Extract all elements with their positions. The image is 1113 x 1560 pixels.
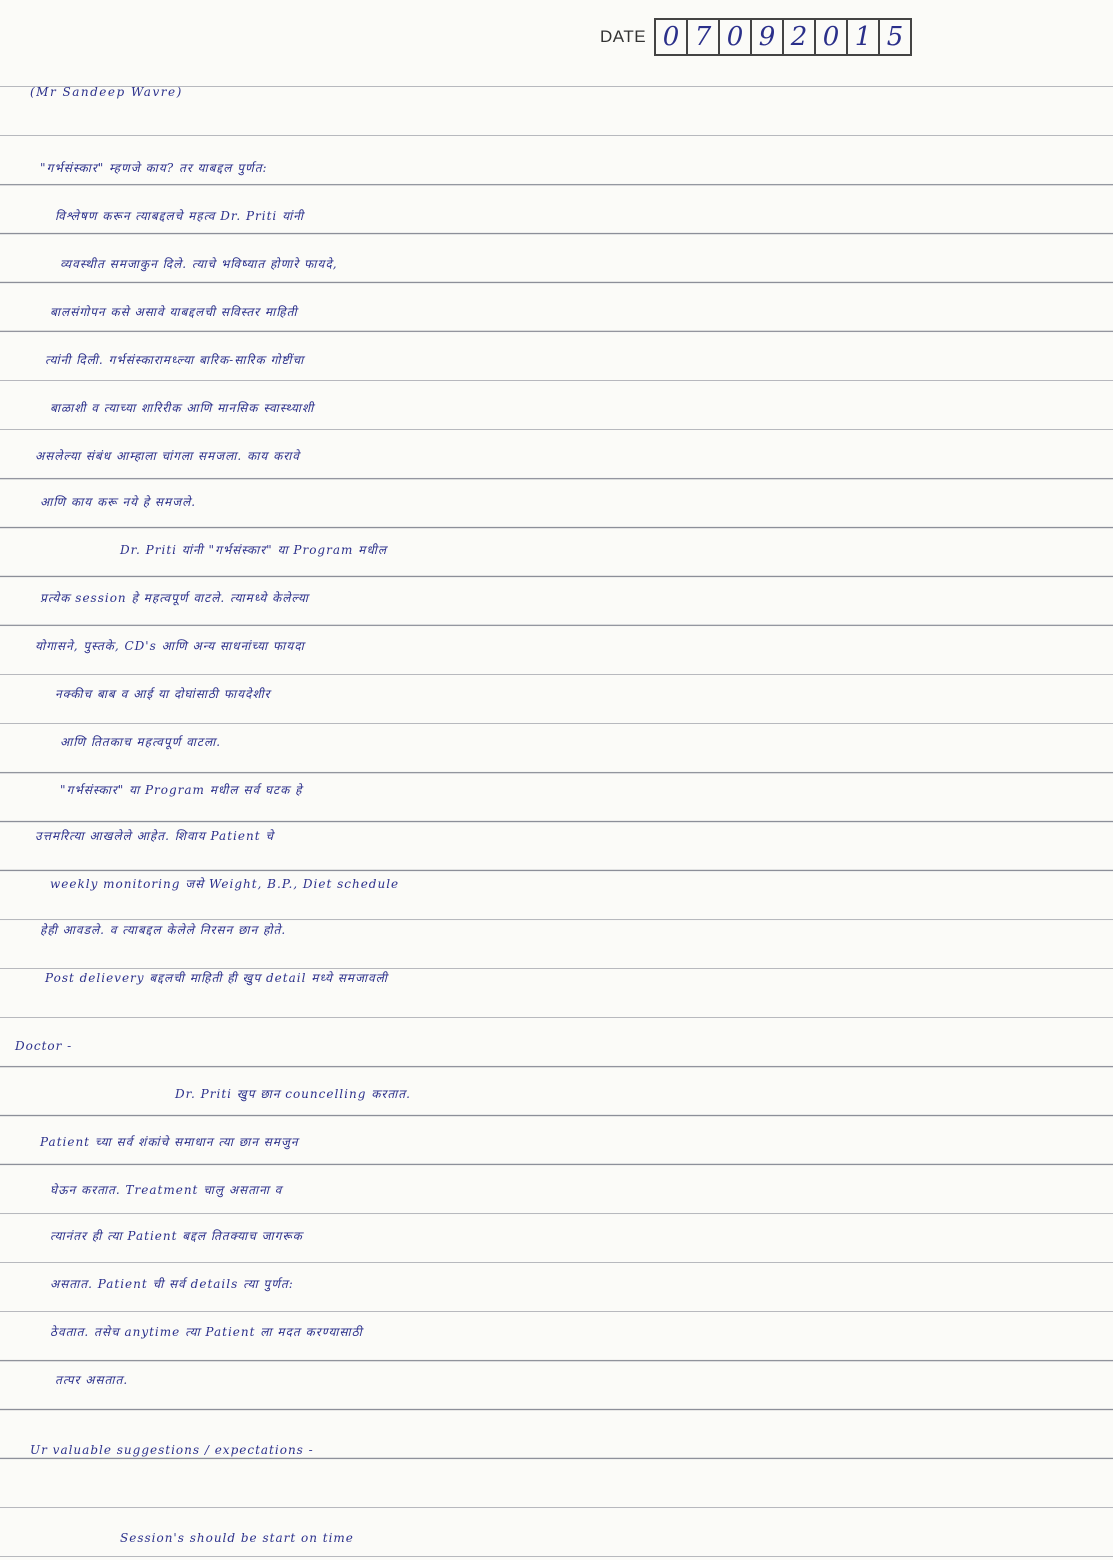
text-line: Patient च्या सर्व शंकांचे समाधान त्या छान समजुन <box>40 1135 299 1149</box>
text-line: त्यांनी दिली. गर्भसंस्कारामध्ल्या बारिक-सारिक गोष्टींचा <box>45 353 305 367</box>
text-line: बाळाशी व त्याच्या शारिरीक आणि मानसिक स्वास्थ्याशी <box>50 401 315 415</box>
text-line: नक्कीच बाब व आई या दोघांसाठी फायदेशीर <box>55 687 271 701</box>
author-name: (Mr Sandeep Wavre) <box>30 85 183 99</box>
text-line: ठेवतात. तसेच anytime त्या Patient ला मदत करण्यासाठी <box>50 1325 363 1339</box>
text-line: प्रत्येक session हे महत्वपूर्ण वाटले. त्यामध्ये केलेल्या <box>40 591 309 605</box>
date-digit: 2 <box>784 20 816 54</box>
text-line: "गर्भसंस्कार" म्हणजे काय? तर याबद्दल पुर्णत: <box>40 161 268 175</box>
date-label: DATE <box>600 27 647 46</box>
text-line: हेही आवडले. व त्याबद्दल केलेले निरसन छान होते. <box>40 923 287 937</box>
text-line: तत्पर असतात. <box>55 1373 129 1387</box>
text-line: उत्तमरित्या आखलेले आहेत. शिवाय Patient चे <box>35 829 274 843</box>
text-line: घेऊन करतात. Treatment चालु असताना व <box>50 1183 283 1197</box>
date-digit: 7 <box>688 20 720 54</box>
date-boxes <box>654 18 912 56</box>
text-line: असतात. Patient ची सर्व details त्या पुर्णत: <box>50 1277 294 1291</box>
date-digit: 0 <box>656 20 688 54</box>
section-heading: Doctor - <box>15 1039 73 1053</box>
text-line: बालसंगोपन कसे असावे याबद्दलची सविस्तर माहिती <box>50 305 298 319</box>
text-line: Dr. Priti खुप छान councelling करतात. <box>175 1087 411 1101</box>
date-digit: 5 <box>886 22 904 52</box>
date-digit: 0 <box>816 20 848 54</box>
text-line: weekly monitoring जसे Weight, B.P., Diet schedule <box>50 877 400 891</box>
text-line: आणि काय करू नये हे समजले. <box>40 495 197 509</box>
date-digit: 9 <box>752 20 784 54</box>
text-line: "गर्भसंस्कार" या Program मधील सर्व घटक हे <box>60 783 303 797</box>
section-heading: Ur valuable suggestions / expectations - <box>30 1443 314 1457</box>
text-line: आणि तितकाच महत्वपूर्ण वाटला. <box>60 735 222 749</box>
text-line: Session's should be start on time <box>120 1531 354 1545</box>
text-line: Post delievery बद्दलची माहिती ही खुप detail मध्ये समजावली <box>45 971 388 985</box>
date-digit: 1 <box>848 20 880 54</box>
date-digit: 0 <box>720 20 752 54</box>
text-line: त्यानंतर ही त्या Patient बद्दल तितक्याच जागरूक <box>50 1229 303 1243</box>
date-field <box>600 18 912 56</box>
text-line: Dr. Priti यांनी "गर्भसंस्कार" या Program मधील <box>120 543 387 557</box>
text-line: योगासने, पुस्तके, CD's आणि अन्य साधनांच्या फायदा <box>35 639 305 653</box>
text-line: विश्लेषण करून त्याबद्दलचे महत्व Dr. Priti यांनी <box>55 209 304 223</box>
text-line: असलेल्या संबंध आम्हाला चांगला समजला. काय करावे <box>35 449 300 463</box>
text-line: व्यवस्थीत समजाकुन दिले. त्याचे भविष्यात होणारे फायदे, <box>60 257 338 271</box>
